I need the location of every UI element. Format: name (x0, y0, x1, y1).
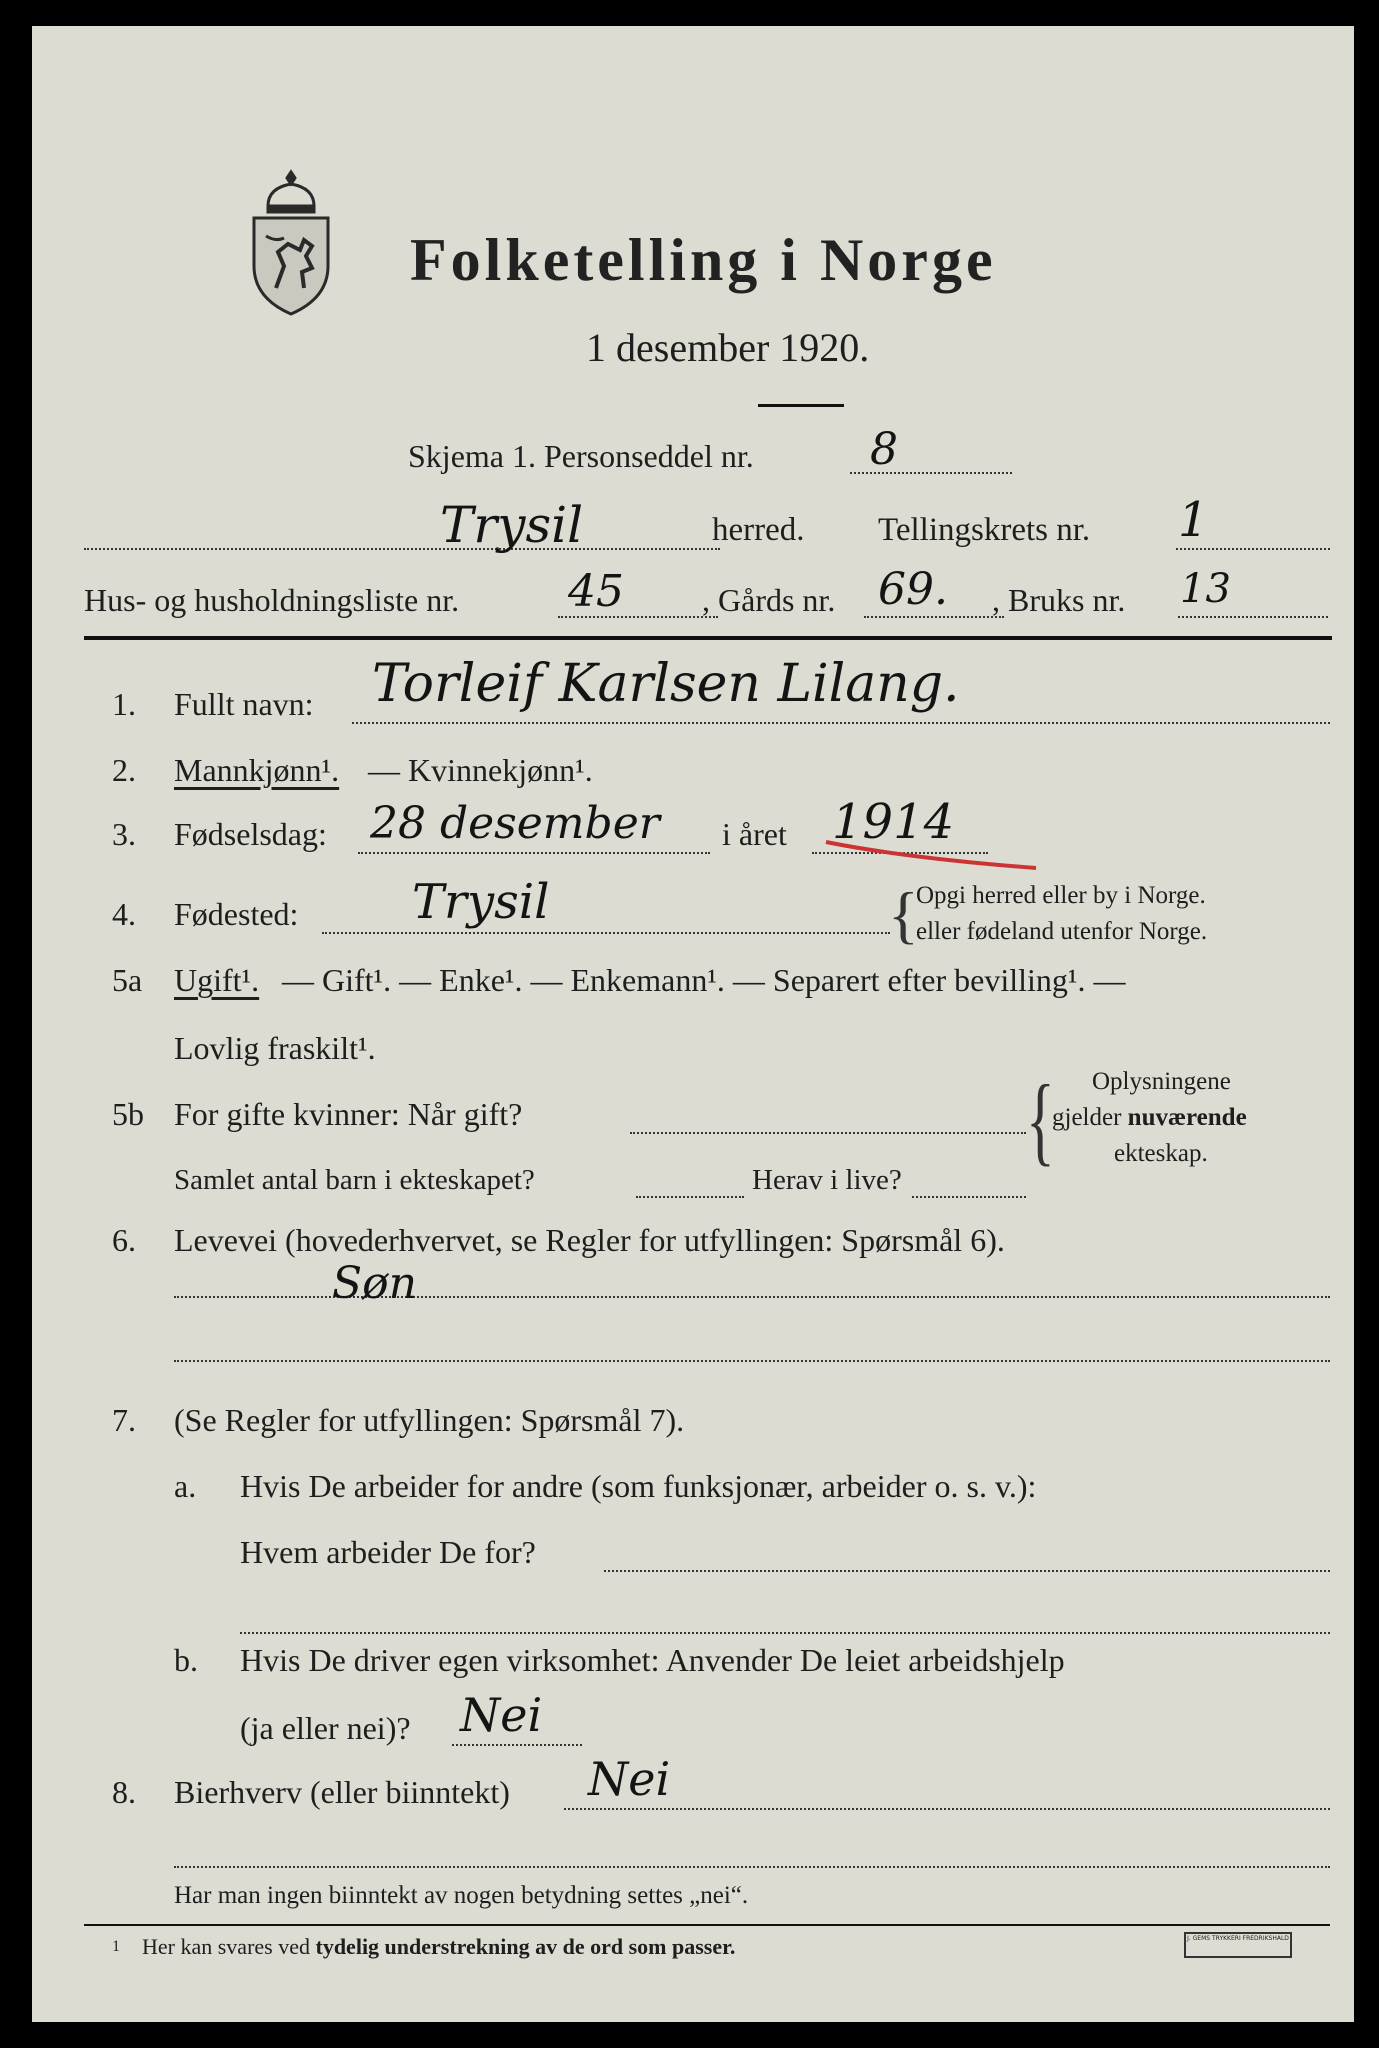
q7a-label: Hvis De arbeider for andre (som funksjonær, arbeider o. s. v.): (240, 1468, 1037, 1504)
footer-note: Har man ingen biinntekt av nogen betydning settes „nei“. (174, 1882, 749, 1909)
q3-value: 28 desember (370, 798, 660, 849)
hus-label: Hus- og husholdningsliste nr. (84, 582, 460, 618)
footnote-text-b: tydelig understrekning av de ord som passer. (315, 1934, 736, 1959)
q5b-note-1: Oplysningene (1092, 1068, 1231, 1095)
q1-value: Torleif Karlsen Lilang. (372, 654, 960, 714)
census-date: 1 desember 1920. (586, 325, 870, 370)
q7b-label: Hvis De driver egen virksomhet: Anvender De leiet arbeidshjelp (240, 1642, 1065, 1678)
q5b-brace: { (1026, 1064, 1055, 1175)
skjema-value: 8 (870, 424, 898, 475)
tellingskrets-line (1176, 548, 1330, 550)
q7a-line-2 (240, 1632, 1330, 1634)
skjema-label: Skjema 1. Personseddel nr. (408, 438, 754, 474)
q1-label: Fullt navn: (174, 686, 314, 722)
bruks-line (1178, 616, 1328, 618)
q5a-number: 5a (112, 962, 143, 998)
q3-number: 3. (112, 816, 136, 852)
q5b-line-2 (636, 1196, 744, 1198)
q4-value: Trysil (412, 874, 550, 930)
q5a-options: — Gift¹. — Enke¹. — Enkemann¹. — Separert efter bevilling¹. — (282, 962, 1126, 998)
norway-coat-of-arms-icon (246, 168, 336, 318)
q2-number: 2. (112, 752, 136, 788)
q5b-note-3: ekteskap. (1114, 1140, 1208, 1167)
q8-value: Nei (588, 1752, 671, 1806)
q5b-line-1 (630, 1132, 1026, 1134)
bruks-label: , Bruks nr. (992, 582, 1126, 618)
q6-value: Søn (332, 1258, 417, 1309)
gards-label: , Gårds nr. (702, 582, 836, 618)
gards-line (864, 616, 1004, 618)
herred-line (84, 548, 720, 550)
document-title: Folketelling i Norge (410, 227, 997, 293)
q7a-line-1 (604, 1570, 1330, 1572)
q7b-line (452, 1744, 582, 1746)
q5b-line-3 (912, 1196, 1026, 1198)
title-divider (758, 404, 844, 407)
q7b-line2: (ja eller nei)? (240, 1710, 411, 1746)
header-rule (84, 636, 1332, 640)
q4-note-1: Opgi herred eller by i Norge. (916, 882, 1206, 909)
q3-line (358, 852, 710, 854)
q7-label: (Se Regler for utfyllingen: Spørsmål 7). (174, 1402, 685, 1438)
q2-female: — Kvinnekjønn¹. (368, 752, 593, 788)
footnote (142, 1934, 735, 1960)
hus-value: 45 (568, 566, 624, 617)
gards-value: 69. (878, 564, 948, 615)
q5b-label-1: For gifte kvinner: Når gift? (174, 1096, 523, 1132)
bruks-value: 13 (1180, 566, 1231, 612)
footer-rule (84, 1924, 1330, 1926)
q4-number: 4. (112, 896, 136, 932)
census-form (32, 26, 1354, 2022)
q7b-value: Nei (460, 1688, 543, 1742)
q7-number: 7. (112, 1402, 136, 1438)
tellingskrets-value: 1 (1178, 492, 1209, 548)
q4-label: Fødested: (174, 896, 299, 932)
q5b-note-2b: nuværende (1127, 1104, 1247, 1131)
red-pencil-mark (822, 834, 1062, 874)
q5b-label-3: Herav i live? (752, 1164, 902, 1196)
tellingskrets-label: Tellingskrets nr. (878, 512, 1091, 548)
q8-line-2 (174, 1866, 1330, 1868)
q7a-line2: Hvem arbeider De for? (240, 1534, 536, 1570)
footnote-mark: 1 (112, 1938, 120, 1955)
footnote-text-a: Her kan svares ved (142, 1934, 316, 1959)
q5a-ugift-underlined: Ugift¹. (174, 962, 260, 998)
q3-label: Fødselsdag: (174, 816, 327, 852)
q8-line (564, 1808, 1330, 1810)
q8-label: Bierhverv (eller biinntekt) (174, 1774, 510, 1810)
q5b-note-2a: gjelder (1052, 1104, 1128, 1131)
q4-note-2: eller fødeland utenfor Norge. (916, 918, 1208, 945)
q1-line (352, 722, 1330, 724)
q7b-number: b. (174, 1642, 198, 1678)
q7a-number: a. (174, 1468, 197, 1504)
herred-label: herred. (712, 512, 805, 548)
q3-year-label: i året (722, 816, 787, 852)
q6-line-2 (174, 1360, 1330, 1362)
q6-number: 6. (112, 1222, 136, 1258)
q2-male-underlined: Mannkjønn¹. (174, 752, 340, 788)
q5b-label-2: Samlet antal barn i ekteskapet? (174, 1164, 535, 1196)
q3-year-value: 1914 (832, 794, 955, 850)
q8-number: 8. (112, 1774, 136, 1810)
q4-line (322, 932, 890, 934)
q1-number: 1. (112, 686, 136, 722)
q4-brace: { (888, 879, 919, 950)
printer-stamp: J. GEMS TRYKKERI FREDRIKSHALD (1184, 1932, 1292, 1958)
q5b-note-2 (1052, 1104, 1247, 1132)
herred-value: Trysil (440, 496, 584, 554)
q6-label: Levevei (hovederhvervet, se Regler for utfyllingen: Spørsmål 6). (174, 1222, 1005, 1258)
q5a-line2: Lovlig fraskilt¹. (174, 1030, 376, 1066)
q5b-number: 5b (112, 1096, 144, 1132)
